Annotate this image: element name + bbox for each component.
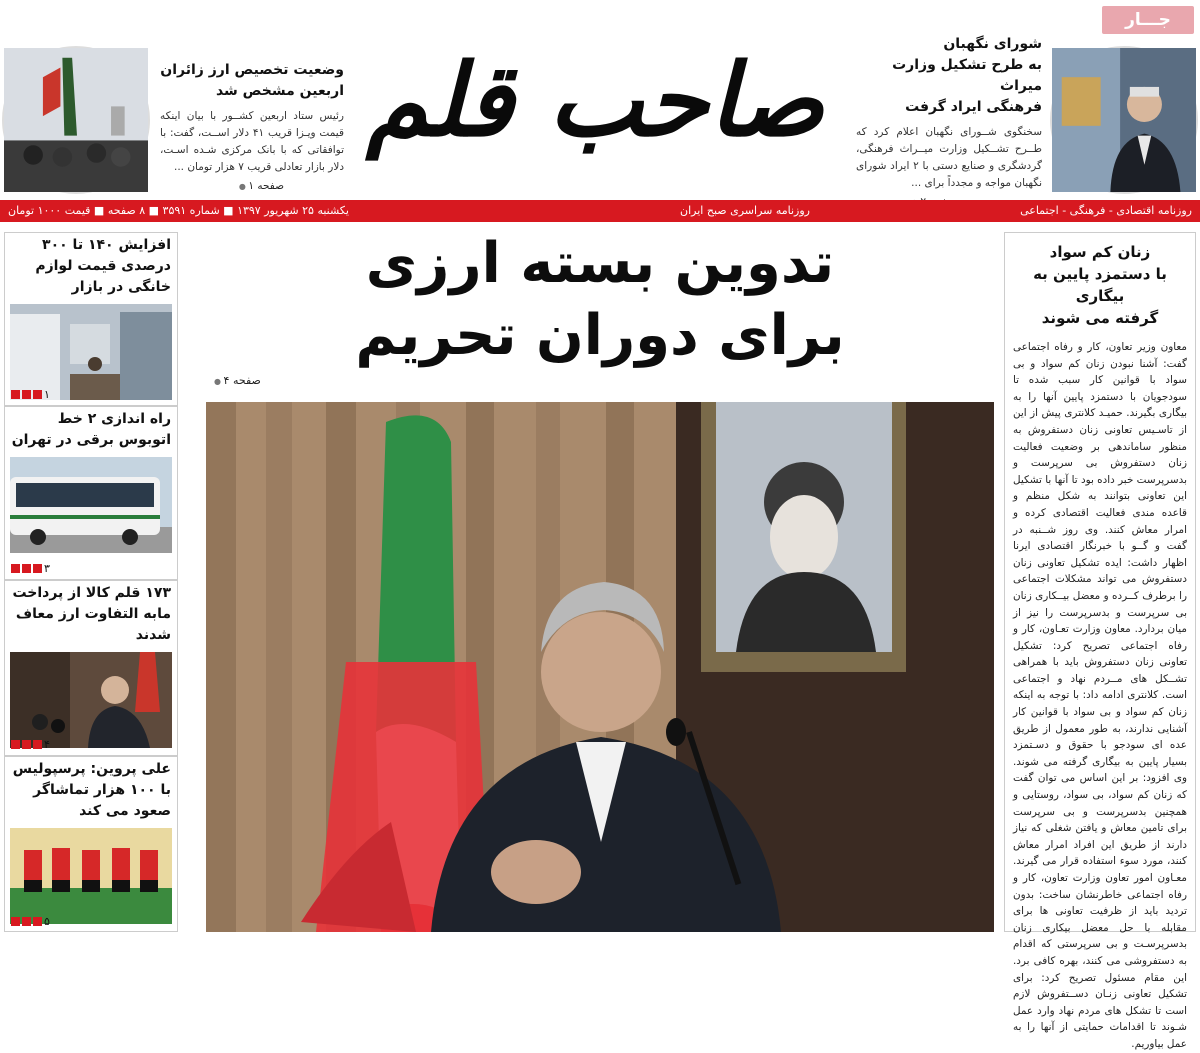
teaser-right-title-2: به طرح تشکیل وزارت میراث xyxy=(892,57,1042,94)
masthead-info-bar xyxy=(0,200,1200,222)
teaser-left-page[interactable]: صفحه ۱ ● xyxy=(160,180,284,192)
feature-title-line-3: گرفته می شوند xyxy=(1041,309,1159,327)
football-team-image xyxy=(10,828,172,924)
feature-article-title xyxy=(1013,241,1187,329)
issue-info: یکشنبه ۲۵ شهریور ۱۳۹۷ ■ شماره ۳۵۹۱ ■ ۸ صفحه ■ قیمت ۱۰۰۰ تومان xyxy=(8,204,349,217)
page-number: ۳ xyxy=(11,562,50,575)
main-photo xyxy=(206,402,994,932)
section-badge: جـــار xyxy=(1102,6,1194,34)
sidebar-story-currency-exempt[interactable] xyxy=(5,581,177,755)
headline-page-ref[interactable]: صفحه ۴ ● xyxy=(214,374,261,387)
sidebar-story-title: راه اندازی ۲ خط اتوبوس برقی در تهران xyxy=(11,411,171,448)
newspaper-category: روزنامه اقتصادی - فرهنگی - اجتماعی xyxy=(1020,204,1192,217)
appliance-store-image xyxy=(10,304,172,400)
page-number: ۵ xyxy=(11,915,50,928)
teaser-left-photo xyxy=(2,46,150,194)
feature-title-line-2: با دستمزد پایین به بیگاری xyxy=(1033,265,1167,305)
newspaper-logo xyxy=(360,0,830,200)
teaser-right-title-3: فرهنگی ایراد گرفت xyxy=(905,99,1042,115)
sidebar-story-title: افزایش ۱۴۰ تا ۳۰۰ درصدی قیمت لوازم خانگی در بازار xyxy=(35,237,171,295)
teaser-right-title-1: شورای نگهبان xyxy=(943,36,1042,52)
page-number: ۱ xyxy=(11,388,50,401)
teaser-left-text: رئیس ستاد اربعین کشــور با بیان اینکه قیمت ویـزا قریب ۴۱ دلار اســت، گفت: با توافقاتی که با بانک مرکزی شـده اسـت، دلار بازار تعادلی قریب ۷ هزار تومان ... xyxy=(160,110,344,173)
sidebar-story-electric-bus[interactable] xyxy=(5,407,177,579)
logo-text: صاحب قلم xyxy=(366,41,824,159)
feature-article-body: معاون وزیر تعاون، کار و رفاه اجتماعی گفت: آشنا نبودن زنان کم سواد و بی سواد با قوانین کار سبب شده تا سودجویان با دستمزد پایین آنها را به بیگاری بگیرند. حمیـد کلانتری پیش از این از تاسـیس تعاونی زنان دستفروش به منظور ساماندهی بر وضعیت فعالیت زنان دستفروش بی سرپرست و بدسرپرست خبر داده بود تا آنها با تشکیل این تعاونی بتوانند به شکل منظم و قاعده مندی فعالیت اقتصادی کرده و امرار معاش کنند. وی روز شــنبه در گفت و گــو با خبرنگار اقتصادی ایرنا اظهار داشت: ایده تشکیل تعاونی زنان دستفروش می تواند مشکلات اجتماعی را برطرف کــرده و معضل بیــکاری زنان بی سرپرست و بدسرپرست را نیز از میان بردارد. معاون وزارت تعـاون، کار و رفاه اجتماعی تصریح کرد: تشکیل تعاونی زنان دستفروش باید با همراهی تشــکل های مــردم نهاد و اجتماعی است. کلانتری ادامه داد: با توجه به اینکه زنان کم سواد و بی سواد با قوانین کار آشنایی ندارند، به طور معمول از طریق عده ای سودجو با حقوق و دسـتمزد بسیار پایین به بیگاری گرفته می شوند. وی افزود: بر این اساس می توان گفت که زنان کم سواد، بی سواد، روستایی و همچنین بدسرپرست و بی سرپرست برای تامین معاش و یافتن شغلی که نیاز دارند از طریق این افراد امرار معاش کنند، مورد سوء استفاده قرار می گیرند. معـاون امور تعاون وزارت تعاون، کار و رفاه اجتماعی خاطرنشان ساخت: بدون تردید باید از ظرفیت تعاونی ها برای مقابله با حل معضل بیکاری زنان بدسرپرسـت و بی سرپرستی که اقدام به دستفروشی می کنند، بهره کافی برد. این مقام مسئول تصریح کرد: برای تشکیل تعاونی زنـان دســتفروش لازم است تا تشکل های مردم نهاد وارد عمل شـوند تا اقدامات حمایتی از آنها را به عمل بیاوریم. xyxy=(1013,341,1187,1050)
sidebar-story-appliances[interactable] xyxy=(5,233,177,405)
headline-line-2: برای دوران تحریم xyxy=(355,303,845,368)
headline-line-1: تدوین بسته ارزی xyxy=(365,231,835,296)
teaser-right-text: سخنگوی شــورای نگهبان اعلام کرد که طــرح تشــکیل وزارت میــراث فرهنگی، گردشگری و صنایع دستی با ۲ ایراد شورای نگهبان مواجه و مجدداً برای ... xyxy=(856,126,1042,189)
feature-title-line-1: زنان کم سواد xyxy=(1049,243,1151,261)
teaser-left-title-2: اربعین مشخص شد xyxy=(215,83,344,99)
sidebar-story-title: ۱۷۳ قلم کالا از پرداخت مابه التفاوت ارز معاف شدند xyxy=(12,585,171,643)
newspaper-tagline: روزنامه سراسری صبح ایران xyxy=(680,204,810,217)
sidebar-story-title: علی پروین: پرسپولیس با ۱۰۰ هزار تماشاگر صعود می کند xyxy=(12,761,171,819)
electric-bus-image xyxy=(10,457,172,553)
teaser-right[interactable] xyxy=(856,34,1042,208)
page-number: ۴ xyxy=(11,738,50,751)
teaser-left[interactable] xyxy=(160,60,344,192)
sidebar-story-persepolis[interactable] xyxy=(5,757,177,931)
teaser-left-title-1: وضعیت تخصیص ارز زائران xyxy=(160,62,344,78)
teaser-right-photo xyxy=(1050,46,1198,194)
press-conference-image xyxy=(10,652,172,748)
news-sidebar xyxy=(4,232,178,932)
feature-article[interactable] xyxy=(1004,232,1196,1050)
main-headline[interactable] xyxy=(200,228,1000,372)
